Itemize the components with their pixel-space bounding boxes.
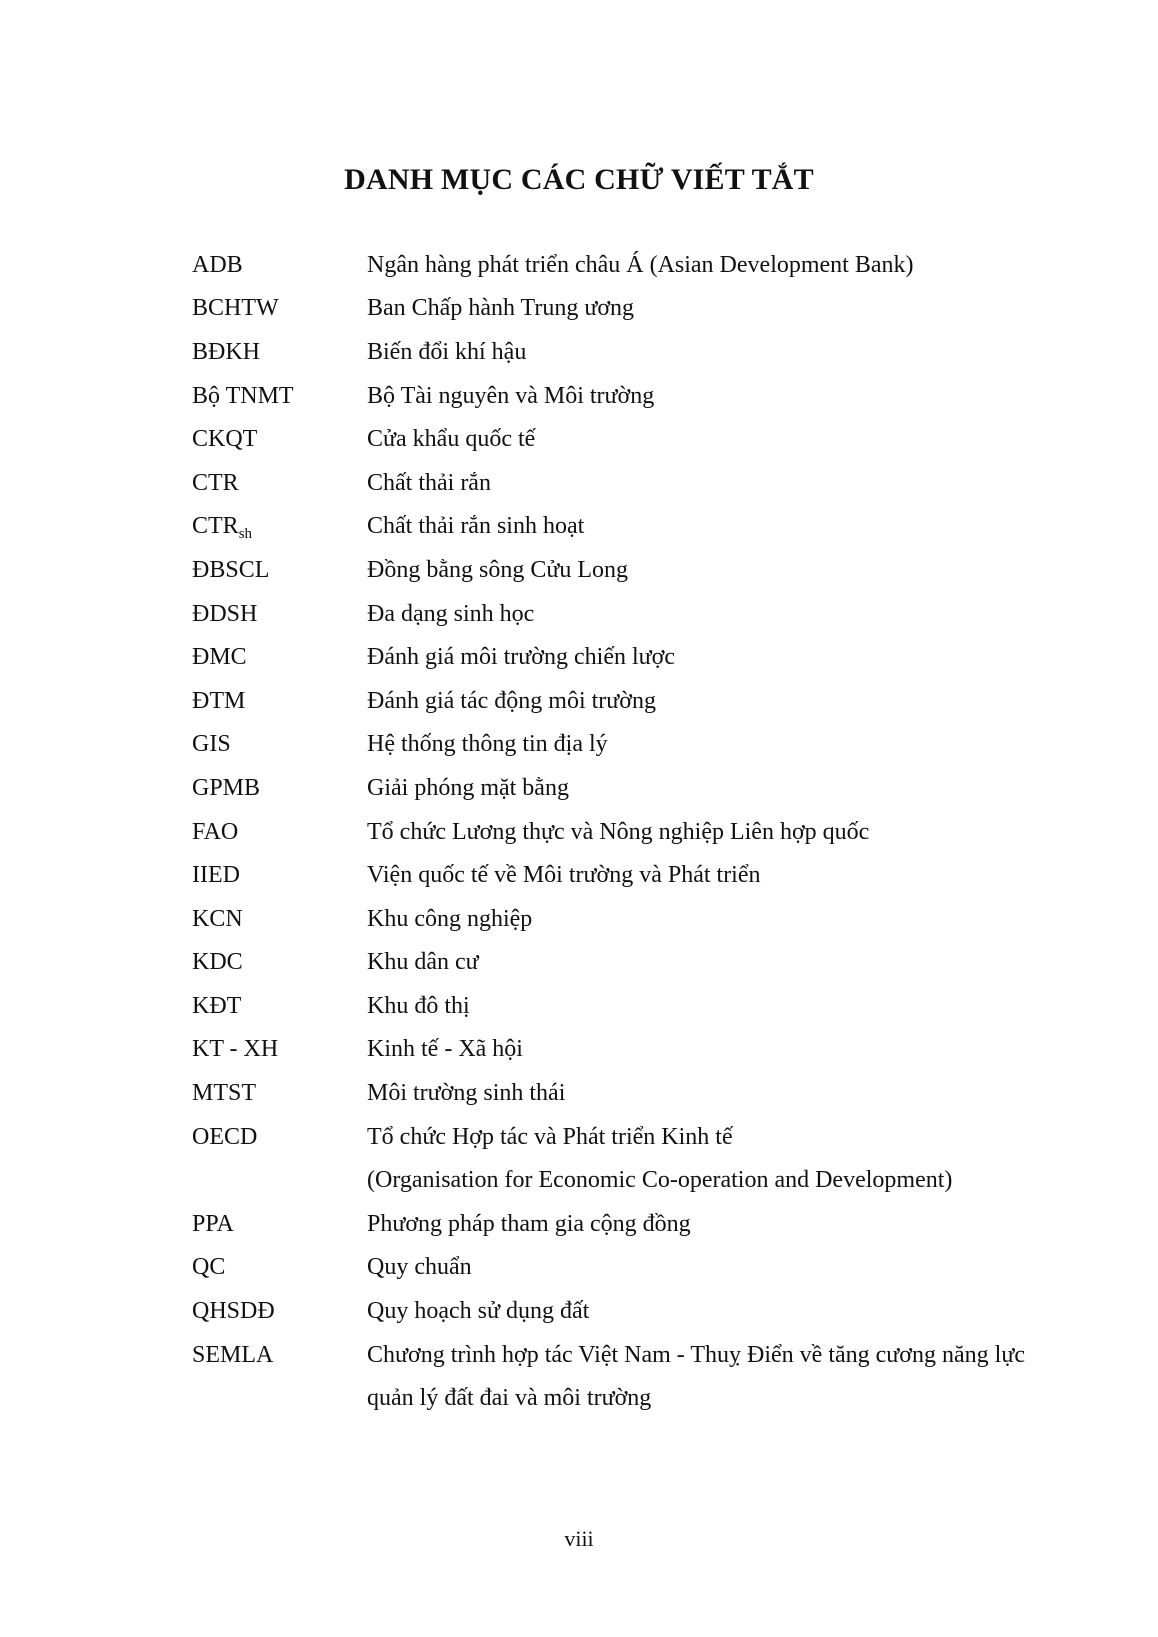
definition: Khu đô thị [367,992,470,1019]
list-item [192,243,1072,287]
abbreviation: ĐDSH [192,600,258,627]
definition: Tổ chức Hợp tác và Phát triển Kinh tế [367,1123,733,1150]
definition: Đa dạng sinh học [367,600,535,627]
list-item [192,461,1072,505]
abbreviation-subscript: sh [238,526,253,543]
definition: Biến đổi khí hậu [367,338,527,365]
abbreviation: ĐBSCL [192,556,270,583]
definition: quản lý đất đai và môi trường [367,1385,652,1412]
definition: (Organisation for Economic Co-operation and Development) [367,1167,953,1194]
list-item [192,592,1072,636]
definition: Bộ Tài nguyên và Môi trường [367,382,655,409]
definition: Đánh giá tác động môi trường [367,687,656,714]
list-item [192,723,1072,767]
list-item [192,1333,1072,1377]
list-item [192,330,1072,374]
abbreviation-list [192,243,1072,1420]
abbreviation: MTST [192,1080,257,1107]
definition: Giải phóng mặt bằng [367,774,569,801]
definition: Khu công nghiệp [367,905,533,932]
definition: Kinh tế - Xã hội [367,1036,523,1063]
abbreviation: OECD [192,1123,258,1150]
list-item [192,1289,1072,1333]
list-item [192,1071,1072,1115]
abbreviation: ĐTM [192,687,246,714]
list-item-continuation [192,1376,1072,1420]
abbreviation: CTR [192,469,239,496]
list-item [192,1028,1072,1072]
abbreviation: KT - XH [192,1036,279,1063]
abbreviation: ADB [192,251,243,278]
definition: Ngân hàng phát triển châu Á (Asian Development Bank) [367,251,914,278]
definition: Cửa khẩu quốc tế [367,426,536,453]
abbreviation: BĐKH [192,338,261,365]
page-title: DANH MỤC CÁC CHỮ VIẾT TẮT [344,163,814,196]
list-item-continuation [192,1158,1072,1202]
list-item [192,635,1072,679]
abbreviation-base: CTR [192,513,239,540]
definition: Quy hoạch sử dụng đất [367,1298,590,1325]
list-item [192,417,1072,461]
abbreviation: KDC [192,949,243,976]
list-item [192,1246,1072,1290]
definition: Ban Chấp hành Trung ương [367,295,635,322]
list-item [192,810,1072,854]
list-item [192,984,1072,1028]
page-number: viii [564,1526,594,1551]
abbreviation: GIS [192,731,231,758]
abbreviation: SEMLA [192,1341,274,1368]
list-item [192,548,1072,592]
abbreviation: Bộ TNMT [192,382,294,409]
abbreviation: IIED [192,862,240,889]
abbreviation: FAO [192,818,239,845]
abbreviation: ĐMC [192,644,247,671]
definition: Đánh giá môi trường chiến lược [367,644,675,671]
definition: Hệ thống thông tin địa lý [367,731,608,758]
definition: Phương pháp tham gia cộng đồng [367,1210,691,1237]
list-item [192,941,1072,985]
list-item [192,679,1072,723]
definition: Môi trường sinh thái [367,1080,566,1107]
abbreviation [192,511,367,541]
abbreviation: BCHTW [192,295,279,322]
list-item [192,1115,1072,1159]
list-item [192,287,1072,331]
list-item [192,897,1072,941]
definition: Khu dân cư [367,949,479,976]
abbreviation: PPA [192,1210,234,1237]
abbreviation: CKQT [192,426,258,453]
definition: Chất thải rắn [367,469,491,496]
abbreviation: GPMB [192,774,261,801]
definition: Đồng bằng sông Cửu Long [367,556,628,583]
definition: Viện quốc tế về Môi trường và Phát triển [367,862,761,889]
abbreviation: KĐT [192,992,242,1019]
list-item [192,1202,1072,1246]
list-item [192,766,1072,810]
definition: Tổ chức Lương thực và Nông nghiệp Liên hợp quốc [367,818,870,845]
list-item [192,853,1072,897]
list-item [192,374,1072,418]
abbreviation: QHSDĐ [192,1298,275,1325]
list-item [192,505,1072,549]
definition: Quy chuẩn [367,1254,472,1281]
abbreviation: KCN [192,905,243,932]
definition: Chất thải rắn sinh hoạt [367,513,585,540]
definition: Chương trình hợp tác Việt Nam - Thuỵ Điển về tăng cương năng lực [367,1341,1025,1368]
abbreviation: QC [192,1254,226,1281]
